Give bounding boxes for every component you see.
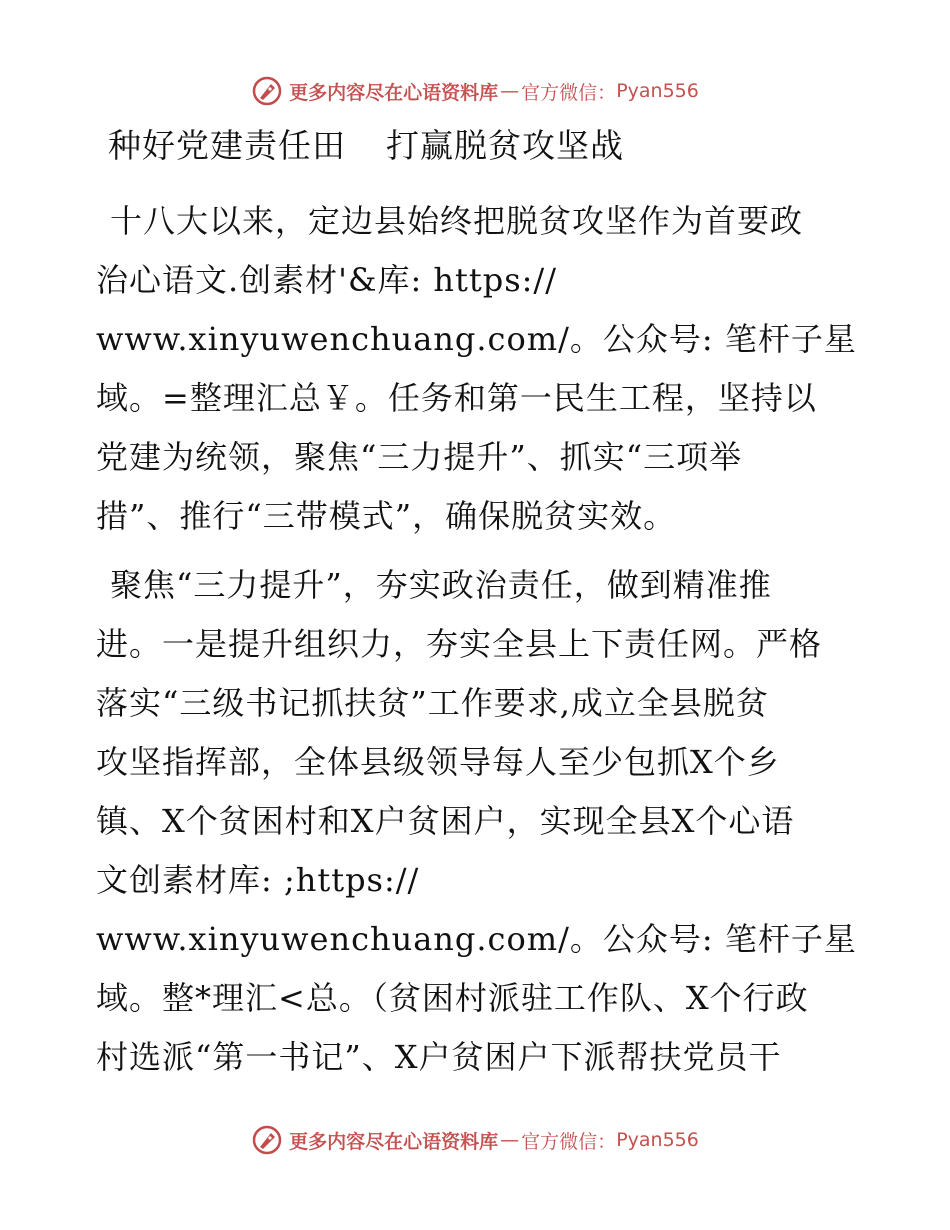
text-line: 治心语文.创素材'&库: https:// — [96, 261, 557, 299]
text-line: 聚焦“三力提升”，夯实政治责任，做到精准推 — [110, 566, 772, 604]
text-line: 村选派“第一书记”、X户贫困户下派帮扶党员干 — [96, 1038, 782, 1076]
watermark-official-label: 官方微信： — [521, 81, 617, 104]
text-line: 十八大以来，定边县始终把脱贫攻坚作为首要政 — [110, 202, 804, 240]
text-line: www.xinyuwenchuang.com/。公众号: 笔杆子星 — [96, 920, 857, 958]
text-line: 落实“三级书记抓扶贫”工作要求,成立全县脱贫 — [96, 684, 769, 722]
watermark-separator: — — [500, 1129, 520, 1151]
text-line: www.xinyuwenchuang.com/。公众号: 笔杆子星 — [96, 320, 857, 358]
pen-nib-logo-icon — [251, 1124, 283, 1156]
watermark-separator: — — [500, 80, 520, 102]
text-line: 攻坚指挥部，全体县级领导每人至少包抓X个乡 — [96, 743, 780, 781]
paragraph-1 — [96, 192, 856, 546]
watermark-text: 更多内容尽在心语资料库 — [289, 1130, 499, 1153]
text-line: 文创素材库: ;https:// — [96, 861, 420, 899]
watermark-text: 更多内容尽在心语资料库 — [289, 81, 499, 104]
text-line: 措”、推行“三带模式”，确保脱贫实效。 — [96, 497, 677, 535]
title-part-2: 打赢脱贫攻坚战 — [386, 126, 624, 165]
paragraph-2 — [96, 556, 856, 1087]
text-line: 党建为统领，聚焦“三力提升”、抓实“三项举 — [96, 438, 743, 476]
text-line: 镇、X个贫困村和X户贫困户，实现全县X个心语 — [96, 802, 795, 840]
document-title — [108, 122, 624, 170]
watermark-wechat-id: Pyan556 — [616, 80, 699, 102]
text-line: 进。一是提升组织力，夯实全县上下责任网。严格 — [96, 625, 823, 663]
header-watermark — [0, 71, 950, 111]
watermark-wechat-id: Pyan556 — [616, 1129, 699, 1151]
title-part-1: 种好党建责任田 — [108, 126, 346, 165]
footer-watermark — [0, 1120, 950, 1160]
text-line: 域。整*理汇<总。（贫困村派驻工作队、X个行政 — [96, 979, 809, 1017]
watermark-official-label: 官方微信： — [521, 1130, 617, 1153]
text-line: 域。=整理汇总￥。任务和第一民生工程，坚持以 — [96, 379, 817, 417]
pen-nib-logo-icon — [251, 75, 283, 107]
